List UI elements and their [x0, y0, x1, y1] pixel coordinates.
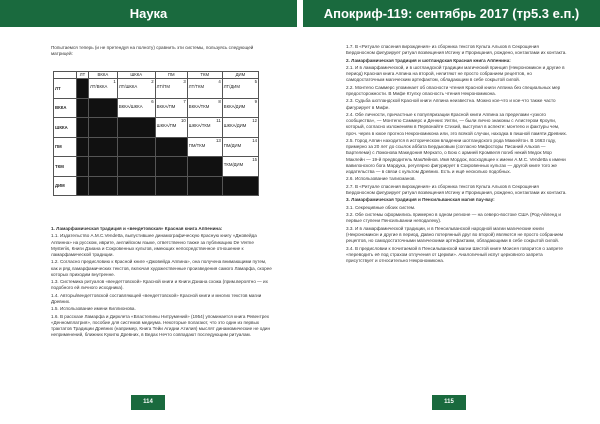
paragraph: 2.5. Город Аппин находится в историческом владении шотландского рода Маккейтон. В 1663 году, примерно за 20 лет до ссылок аббата Бердьковым (согласно Мифосторы Писаний Альхов — Бартелеми) с Ломонова Македония Меркато, о Бою с армией Кромвеля погиб некий Медок Мор Маклейн — 19-й предводитель МакЛейнов. Имя Мордок, восходящее к имени A.M.C. Vendetta к имени вавилонского бога Мардука, регулярно фигурирует в Сокровенных культах — другой книге того же издательства — в связи с культом Древних. Есть и ещё несколько подобных. — [346, 137, 566, 174]
paragraph: 1.3. Системика ритуалов «вендеттовской» Красной книги и Книги Дзиана схожа (прим.вероятно — их подобного ей личного исходника). — [51, 279, 268, 291]
paragraph: 3.4. В предисловии к почитаемой в Пенсильванской магии Шестой книге Моисея говорится о запрете «переводить её под страхом отлучения от Церкви». Аналогичный испуг церковного запрета присутствует и относительно Некрономикона. — [346, 245, 563, 263]
paragraph: 2.7. В «Ритуале спасения вирождения» из сборника текстов Культа Альхов в Секрощения Бердоносном фигурирует ритуал возвещения Истину и Прорицания, рождено, контактами их контакта. — [346, 183, 567, 195]
paragraph: 2.1. И в ламарфамической, и в шотландской традиции магический принцип (Некрономикон и другие в период) Красная книга Аппина на второй, нелитяют не просто собранием рецептов, но самодостаточным магическим артефактом, обладающим в себе сокрытой силой. — [346, 64, 565, 83]
matrix-filled-cell — [88, 118, 117, 138]
left-page — [0, 27, 297, 424]
matrix-row — [54, 137, 259, 157]
right-page — [303, 27, 600, 424]
matrix-col-header: ДИМ — [222, 72, 258, 79]
matrix-filled-cell — [77, 118, 89, 138]
matrix-filled-cell — [222, 176, 258, 196]
right-text-body — [346, 44, 568, 265]
section-title: 3. Ламарфамическая традиция и Пенсильванская магия пау-вау: — [346, 197, 495, 203]
matrix-row — [54, 176, 259, 196]
left-header-bar — [0, 0, 297, 27]
matrix-pair-cell: 10 ШККА/ПМ — [155, 118, 187, 138]
right-running-title: Апокриф-119: сентябрь 2017 (тр5.3 е.п.) — [323, 6, 580, 21]
paragraph: 2.2. Монтегю Саммерс упоминает об опасности чтения Красной книги Аппина без специальных мер предосторожности. В Мифе Ктулху опасность чтения Некрономикона. — [346, 84, 561, 96]
matrix-pair-cell: 6 ВККА/ШККА — [117, 98, 155, 118]
matrix-filled-cell — [88, 137, 117, 157]
matrix-col-header: ПМ — [155, 72, 187, 79]
right-header-bar — [303, 0, 600, 27]
matrix-filled-cell — [117, 137, 155, 157]
matrix-filled-cell — [117, 157, 155, 177]
matrix-filled-cell — [77, 79, 89, 99]
matrix-filled-cell — [77, 157, 89, 177]
matrix-row — [54, 98, 259, 118]
paragraph: 2.6. Использование талисманов. — [346, 176, 416, 182]
paragraph: 2.4. Обе личности, причастные к популяризации Красной книги Аппина за пределами «узкого сообщества», — Монтегю Саммерс и Деннис Уитли, — были лично знакомы с Алистером Кроули, который, согласно изложениям в Первонайте Стихий, выступил в аспекте: монтегю и фактуры чем, проч. через в юкое прогноз Некрономикона или, это всякой случаи, находка в пишной памяти Древних. — [346, 111, 568, 136]
intro-paragraph: Попытаемся теперь (и не претендуя на полноту) сравнить эти системы, пользуясь следующей матрицей: — [51, 45, 254, 57]
paragraph: 3.2. Обе системы оформились примерно в одном регионе — на северо-востоке США (Род-Айленд и первые ступени Пенсильвании неподалеку). — [346, 212, 561, 224]
matrix-row — [54, 118, 259, 138]
matrix-filled-cell — [88, 98, 117, 118]
left-running-title: Наука — [129, 6, 168, 21]
matrix-col-header: ТКМ — [187, 72, 222, 79]
matrix-filled-cell — [117, 118, 155, 138]
paragraph: 1.2. Согласно предисловию к Красной книге «Джовейда Аппина», она получена внимающими путем, как и ряд ламарфамических текстов, включая художественные произведения самого Ламарфа, скорее которых приходим внутренне. — [51, 259, 272, 277]
matrix-pair-cell: 15 ТКМ/ДИМ — [222, 157, 258, 177]
matrix-filled-cell — [88, 176, 117, 196]
matrix-filled-cell — [187, 176, 222, 196]
matrix-filled-cell — [77, 137, 89, 157]
matrix-col-header — [54, 72, 77, 79]
paragraph: 3.3. И в ламарфамической традиции, и в Пенсильванской народной магии магические книги (Некрономикон и другие в период, Давно потерянный друг во второй) являются не просто собранием рецептов, но самодостаточными магическими артефактами, обладающими в себе сокрытой силой. — [346, 225, 564, 244]
matrix-pair-cell: 2 ЛТ/ШККА — [117, 79, 155, 99]
section-title: 2. Ламарфамическая традиция и шотландская Красная книга Аппенина: — [346, 57, 511, 63]
matrix-filled-cell — [155, 176, 187, 196]
matrix-filled-cell — [88, 157, 117, 177]
left-text-body — [51, 226, 273, 340]
matrix-pair-cell: 12 ШККА/ДИМ — [222, 118, 258, 138]
matrix-pair-cell: 8 ВККА/ТКМ — [187, 98, 222, 118]
matrix-filled-cell — [117, 176, 155, 196]
matrix-col-header: ЛТ — [77, 72, 89, 79]
section-1-title: 1. Ламарфамическая традиция и «вендетовская» Красная книга Аппенина: — [51, 226, 223, 231]
matrix-pair-cell: 5 ЛТ/ДИМ — [222, 79, 258, 99]
matrix-pair-cell: 11 ШККА/ТКМ — [187, 118, 222, 138]
paragraph: 2.3. Судьба шотландской Красной книги Аппина неизвестна. Можно кое-что и кое-что также часто фигурирует в Мифе. — [346, 98, 556, 110]
matrix-row-header: ШККА — [54, 118, 77, 138]
matrix-filled-cell — [155, 137, 187, 157]
matrix-pair-cell: 14 ПМ/ДИМ — [222, 137, 258, 157]
matrix-row-header: ДИМ — [54, 176, 77, 196]
left-page-number: 114 — [131, 395, 165, 410]
right-page-number: 115 — [432, 395, 466, 410]
matrix-header-row — [54, 72, 259, 79]
matrix-row-header: ПМ — [54, 137, 77, 157]
matrix-filled-cell — [155, 157, 187, 177]
matrix-pair-cell: 9 ВККА/ДИМ — [222, 98, 258, 118]
matrix-pair-cell: 13 ПМ/ТКМ — [187, 137, 222, 157]
matrix-pair-cell: 1 ЛТ/ВККА — [88, 79, 117, 99]
matrix-row — [54, 157, 259, 177]
paragraph: 1.4. Авторы/вендеттовской составляющей «вендеттовской» Красной книги и многих текстов магии Древних. — [51, 292, 262, 304]
matrix-row-header: ТКМ — [54, 157, 77, 177]
paragraph: 1.7. В «Ритуале спасения вирождения» из сборника текстов Культа Альхов в Секрощения Бердоносном фигурирует ритуал возвещения Истину и Прорицания, рождено, контактами их контакта. — [346, 44, 567, 56]
matrix-filled-cell — [77, 176, 89, 196]
matrix-filled-cell — [187, 157, 222, 177]
paragraph: 3.1. Секрецивные обоих систем. — [346, 204, 416, 210]
matrix-pair-cell: 4 ЛТ/ТКМ — [187, 79, 222, 99]
matrix-filled-cell — [77, 98, 89, 118]
paragraph: 1.1. Издательство A.M.C.Vendetta, выпустившее динамографическую Красную книгу «Джовейда Аппинна» на русском, иврите, английском языке, ответственно также за публикацию De Verme Mysteriis, Книги Дзиана и Сокровенных культов, имеющих непосредственное отношение к ламарфамической традиции. — [51, 233, 257, 257]
matrix-pair-cell: 7 ВККА/ПМ — [155, 98, 187, 118]
matrix-col-header: ШККА — [117, 72, 155, 79]
matrix-col-header: ВККА — [88, 72, 117, 79]
paragraph: 1.6. В рассказе Ламарфа и Дирклета «Властелины Нитрумений» (1954) упоминается книга Ревентрех «Денномплатрия», пособие для системов медиума. Некоторые полагают, что это один из первых трактатов Традиции Древних (например, Книга Тейи Агидии Атилия) мыслят динамомические не один неприменений, ближних Кукитю Древних, в Ведах Нечто совпадают последующим ритуалам. — [51, 313, 271, 338]
matrix-pair-cell: 3 ЛТ/ПМ — [155, 79, 187, 99]
matrix-row — [54, 79, 259, 99]
left-paragraph-list — [51, 233, 273, 338]
comparison-matrix — [53, 71, 259, 196]
paragraph: 1.5. Использование имени Киллионова. — [51, 306, 136, 312]
matrix-row-header: ВККА — [54, 98, 77, 118]
matrix-row-header: ЛТ — [54, 79, 77, 99]
matrix-body — [54, 79, 259, 196]
